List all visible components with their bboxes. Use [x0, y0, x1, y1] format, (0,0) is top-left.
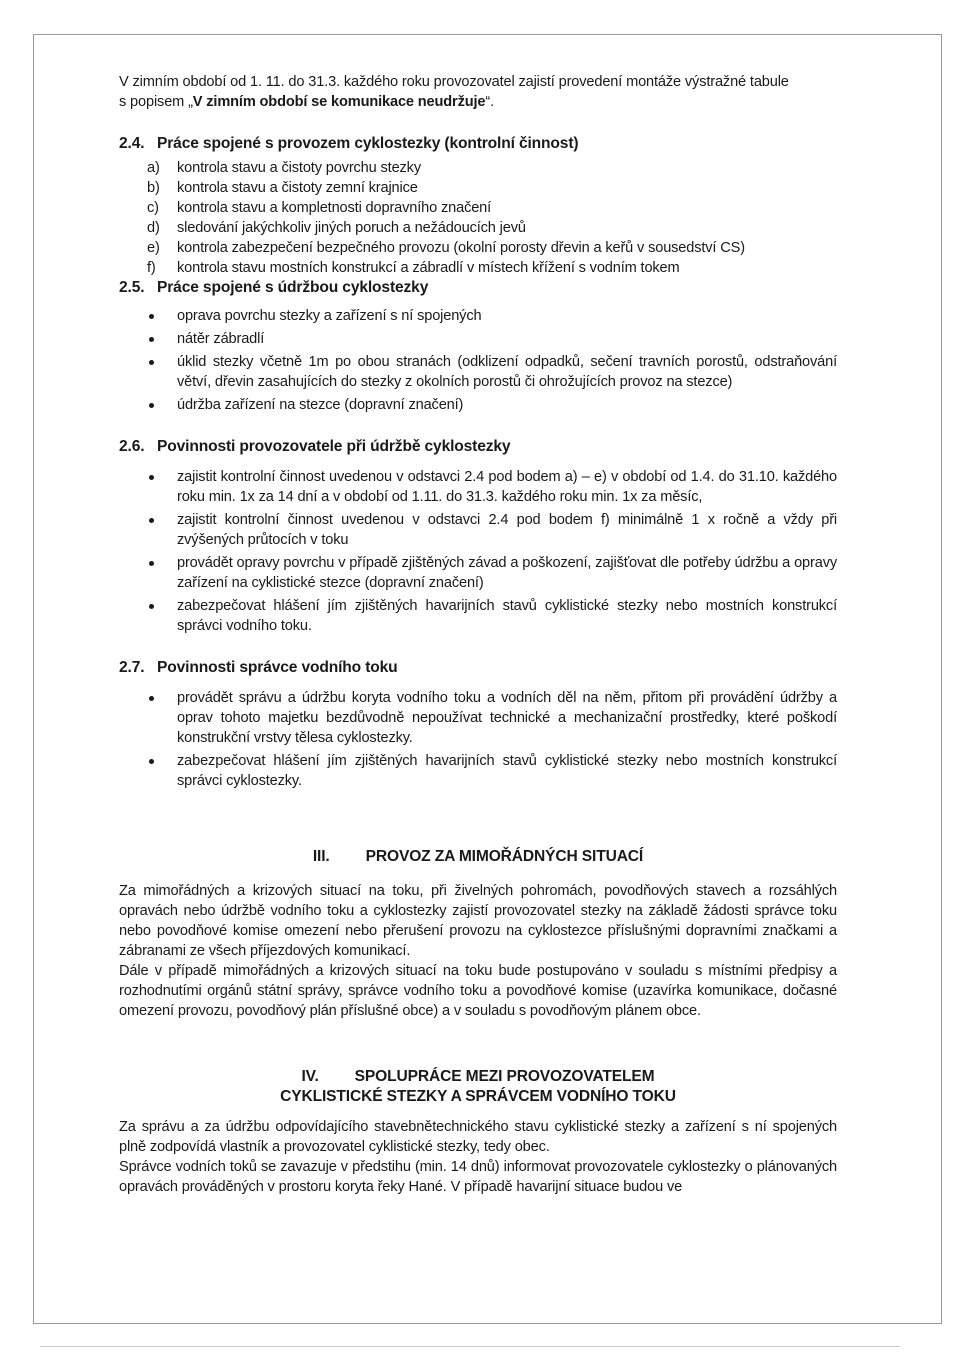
item-label: d)	[147, 220, 160, 236]
section-2-4-list	[119, 158, 837, 278]
list-item	[119, 238, 837, 258]
section-title: Povinnosti provozovatele při údržbě cyklostezky	[157, 438, 511, 455]
item-text: kontrola stavu a čistoty povrchu stezky	[177, 160, 421, 176]
list-item: zajistit kontrolní činnost uvedenou v odstavci 2.4 pod bodem a) – e) v období od 1.4. do 31.10. každého roku min. 1x za 14 dní a v období od 1.11. do 31.3. každého roku min. 1x za měsíc,	[119, 467, 837, 507]
section-number: 2.6.	[119, 438, 145, 455]
intro-paragraph	[119, 72, 837, 112]
intro-line2-prefix: s popisem „	[119, 94, 193, 110]
section-2-4-heading	[119, 134, 837, 154]
list-item	[119, 198, 837, 218]
list-item	[119, 258, 837, 278]
section-number: III.	[312, 848, 330, 865]
bottom-scan-line	[40, 1346, 900, 1347]
document-body	[119, 72, 837, 1197]
item-text: kontrola stavu a čistoty zemní krajnice	[177, 180, 418, 196]
list-item: úklid stezky včetně 1m po obou stranách (odklizení odpadků, sečení travních porostů, odstraňování větví, dřevin zasahujících do stezky z okolních porostů či ohrožujících provoz na stezce)	[119, 352, 837, 392]
section-title-line1: SPOLUPRÁCE MEZI PROVOZOVATELEM	[354, 1068, 655, 1085]
list-item: oprava povrchu stezky a zařízení s ní spojených	[119, 306, 837, 326]
list-item: údržba zařízení na stezce (dopravní značení)	[119, 395, 837, 415]
intro-line2-suffix: “.	[485, 94, 494, 110]
section-number: 2.5.	[119, 279, 145, 296]
section-iii-paragraph-1: Za mimořádných a krizových situací na toku, při živelných pohromách, povodňových stavech a rozsáhlých opravách nebo údržbě vodního toku a cyklostezky zajistí provozovatel stezky na základě žádosti správce toku nebo povodňové komise omezení nebo přerušení provozu na cyklostezce příslušnými dopravními značkami a zábranami ze všech příjezdových komunikací.	[119, 883, 837, 959]
item-label: b)	[147, 180, 160, 196]
section-iv-paragraph-2: Správce vodních toků se zavazuje v předstihu (min. 14 dnů) informovat provozovatele cyklostezky o plánovaných opravách prováděných v prostoru koryta řeky Hané. V případě havarijní situace budou ve	[119, 1159, 837, 1195]
section-title: Práce spojené s údržbou cyklostezky	[157, 279, 429, 296]
section-iii-heading	[119, 847, 837, 867]
list-item: zajistit kontrolní činnost uvedenou v odstavci 2.4 pod bodem f) minimálně 1 x ročně a vždy při zvýšených průtocích v toku	[119, 510, 837, 550]
item-text: sledování jakýchkoliv jiných poruch a nežádoucích jevů	[177, 220, 526, 236]
intro-line1: V zimním období od 1. 11. do 31.3. každého roku provozovatel zajistí provedení montáže výstražné tabule	[119, 74, 789, 90]
item-label: a)	[147, 160, 160, 176]
section-title: Povinnosti správce vodního toku	[157, 659, 398, 676]
section-2-6-list	[119, 467, 837, 636]
item-label: f)	[147, 260, 156, 276]
section-title: Práce spojené s provozem cyklostezky (kontrolní činnost)	[157, 135, 579, 152]
section-2-5-list	[119, 306, 837, 415]
list-item	[119, 178, 837, 198]
intro-line2-bold: V zimním období se komunikace neudržuje	[192, 94, 486, 110]
section-number: 2.4.	[119, 135, 145, 152]
section-title: PROVOZ ZA MIMOŘÁDNÝCH SITUACÍ	[365, 848, 644, 865]
section-title-line2: CYKLISTICKÉ STEZKY A SPRÁVCEM VODNÍHO TOKU	[280, 1088, 676, 1105]
section-2-5-heading	[119, 278, 837, 298]
list-item: zabezpečovat hlášení jím zjištěných havarijních stavů cyklistické stezky nebo mostních konstrukcí správci cyklostezky.	[119, 751, 837, 791]
list-item	[119, 158, 837, 178]
item-text: kontrola stavu mostních konstrukcí a zábradlí v místech křížení s vodním tokem	[177, 260, 680, 276]
section-2-7-heading	[119, 658, 837, 678]
section-2-7-list	[119, 688, 837, 791]
section-number: IV.	[301, 1068, 319, 1085]
item-label: e)	[147, 240, 160, 256]
item-text: kontrola zabezpečení bezpečného provozu (okolní porosty dřevin a keřů v sousedství CS)	[177, 240, 745, 256]
item-label: c)	[147, 200, 159, 216]
section-number: 2.7.	[119, 659, 145, 676]
item-text: kontrola stavu a kompletnosti dopravního značení	[177, 200, 492, 216]
section-2-6-heading	[119, 437, 837, 457]
section-iv-paragraph-1: Za správu a za údržbu odpovídajícího stavebnětechnického stavu cyklistické stezky a zařízení s ní spojených plně zodpovídá vlastník a provozovatel cyklistické stezky, tedy obec.	[119, 1119, 837, 1155]
list-item: nátěr zábradlí	[119, 329, 837, 349]
list-item: zabezpečovat hlášení jím zjištěných havarijních stavů cyklistické stezky nebo mostních konstrukcí správci vodního toku.	[119, 596, 837, 636]
section-iii-paragraph-2: Dále v případě mimořádných a krizových situací na toku bude postupováno v souladu s místními předpisy a rozhodnutími orgánů státní správy, správce vodního toku a povodňové komise (uzavírka komunikace, dočasné omezení provozu, povodňový plán příslušné obce) a v souladu s povodňovým plánem obce.	[119, 963, 837, 1019]
list-item	[119, 218, 837, 238]
list-item: provádět opravy povrchu v případě zjištěných závad a poškození, zajišťovat dle potřeby údržbu a opravy zařízení na cyklistické stezce (dopravní značení)	[119, 553, 837, 593]
list-item: provádět správu a údržbu koryta vodního toku a vodních děl na něm, přitom při provádění údržby a oprav tohoto majetku bezdůvodně nepoužívat technické a mechanizační prostředky, které poškodí konstrukční vrstvy tělesa cyklostezky.	[119, 688, 837, 748]
section-iv-heading	[119, 1067, 837, 1107]
